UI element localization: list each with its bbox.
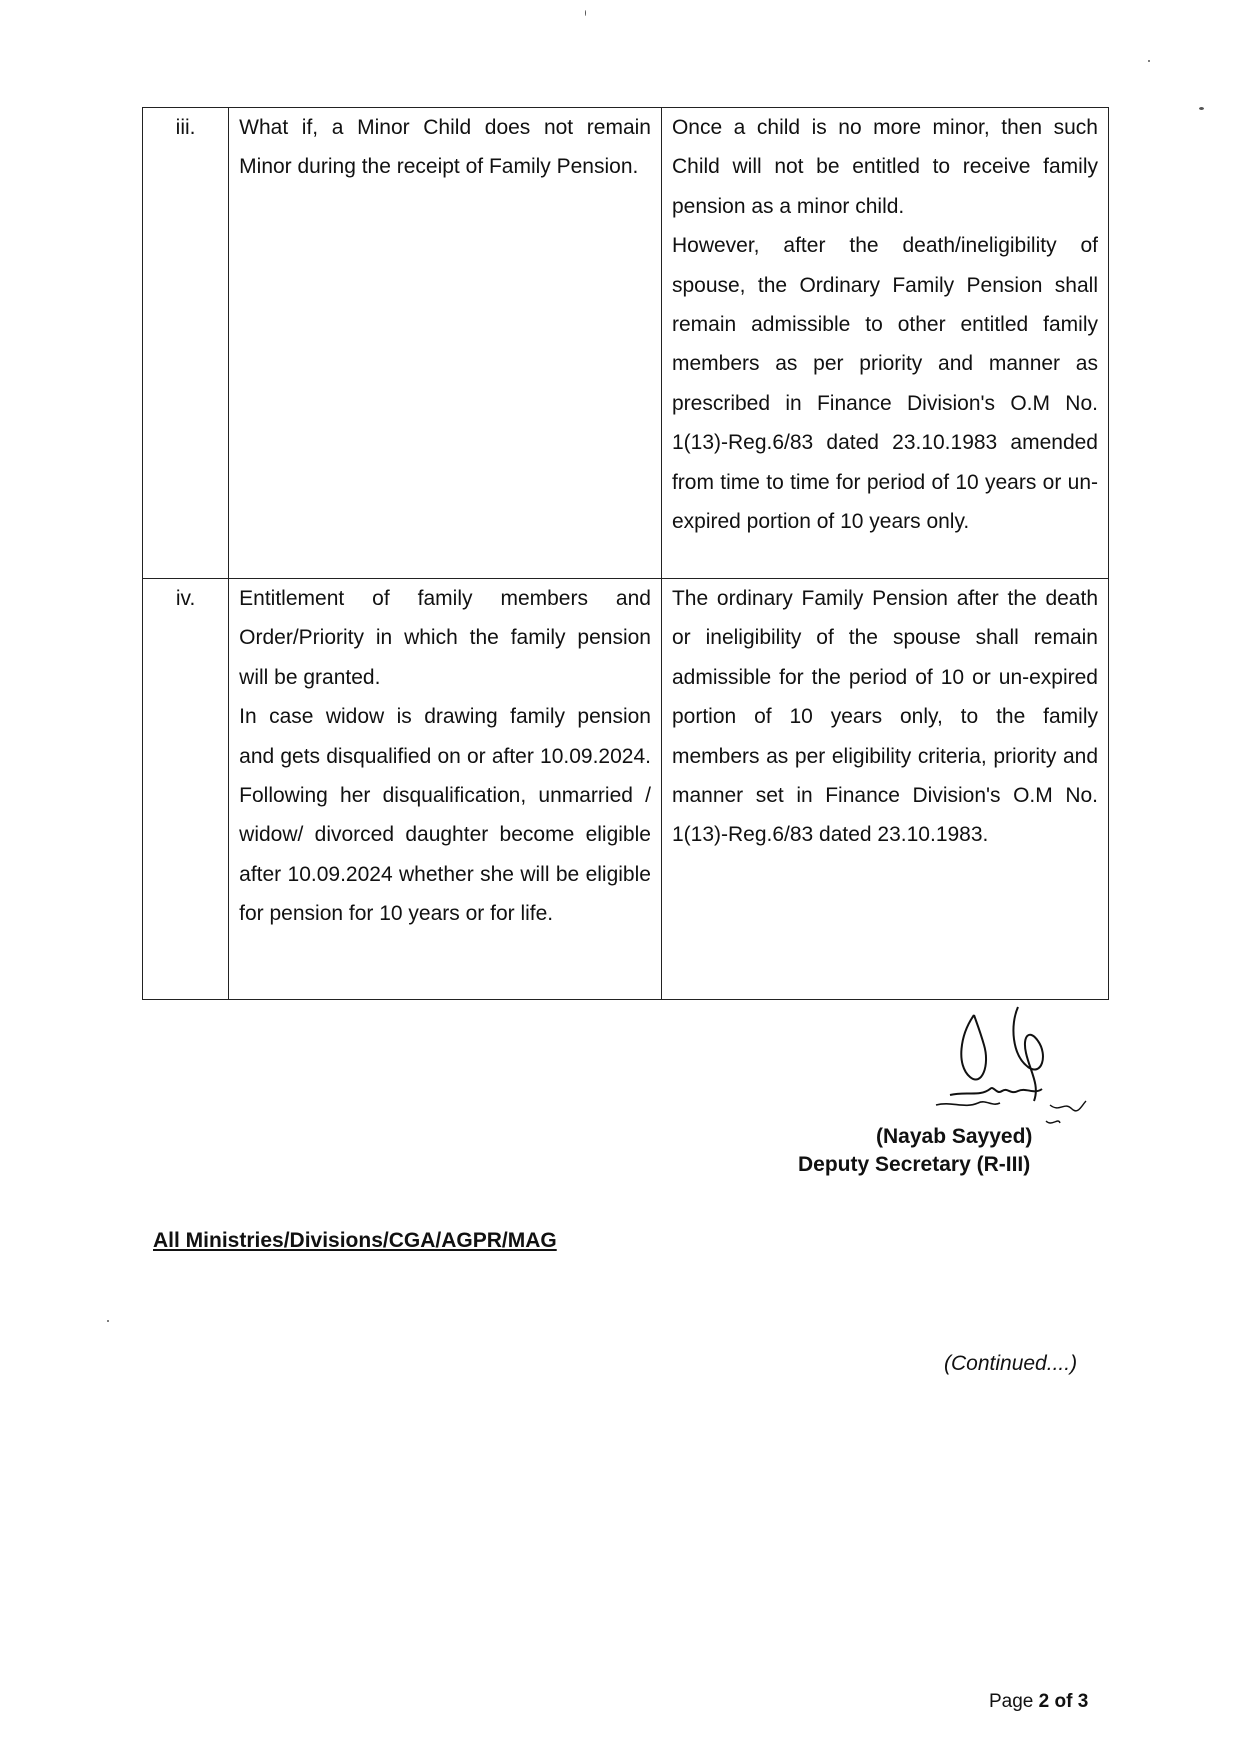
row-number: iv. bbox=[143, 579, 229, 1000]
question-text: Entitlement of family members and Order/Priority in which the family pension will be granted. bbox=[239, 587, 651, 689]
scan-speck bbox=[107, 1320, 109, 1322]
handwritten-signature bbox=[930, 1005, 1090, 1145]
page-of: of bbox=[1054, 1691, 1073, 1712]
distribution-list: All Ministries/Divisions/CGA/AGPR/MAG bbox=[153, 1229, 557, 1252]
page-label: Page bbox=[989, 1691, 1034, 1712]
continued-note: (Continued....) bbox=[944, 1352, 1078, 1375]
answer-cell bbox=[661, 108, 1108, 579]
scan-speck bbox=[585, 10, 586, 16]
signatory-name: (Nayab Sayyed) bbox=[876, 1125, 1033, 1148]
answer-text: The ordinary Family Pension after the death or ineligibility of the spouse shall remain admissible for the period of 10 or un-expired portion of 10 years only, to the family members as per eligibility criteria, priority and manner set in Finance Division's O.M No. 1(13)-Reg.6/83 dated 23.10.1983. bbox=[671, 587, 1098, 847]
question-text: What if, a Minor Child does not remain Minor during the receipt of Family Pension. bbox=[239, 116, 651, 179]
page-total: 3 bbox=[1077, 1691, 1089, 1712]
page-current: 2 bbox=[1038, 1691, 1050, 1712]
scan-speck bbox=[1148, 60, 1150, 62]
question-text: In case widow is drawing family pension and gets disqualified on or after 10.09.2024. Following her disqualification, unmarried / widow/ divorced daughter become eligible after 10.09.2024 whether she will be eligible for pension for 10 years or for life. bbox=[239, 705, 651, 926]
table-row bbox=[143, 108, 1109, 579]
table-row bbox=[143, 579, 1109, 1000]
answer-cell bbox=[661, 579, 1108, 1000]
clarification-table bbox=[142, 107, 1109, 1000]
question-cell bbox=[229, 108, 662, 579]
answer-text: Once a child is no more minor, then such Child will not be entitled to receive family pension as a minor child. bbox=[671, 116, 1098, 218]
answer-text: However, after the death/ineligibility of spouse, the Ordinary Family Pension shall remain admissible to other entitled family members as per priority and manner as prescribed in Finance Division's O.M No. 1(13)-Reg.6/83 dated 23.10.1983 amended from time to time for period of 10 years or un-expired portion of 10 years only. bbox=[671, 234, 1098, 534]
question-cell bbox=[229, 579, 662, 1000]
signatory-title: Deputy Secretary (R-III) bbox=[798, 1153, 1031, 1176]
scan-speck bbox=[1199, 107, 1204, 110]
row-number: iii. bbox=[143, 108, 229, 579]
page-number bbox=[989, 1691, 1088, 1713]
